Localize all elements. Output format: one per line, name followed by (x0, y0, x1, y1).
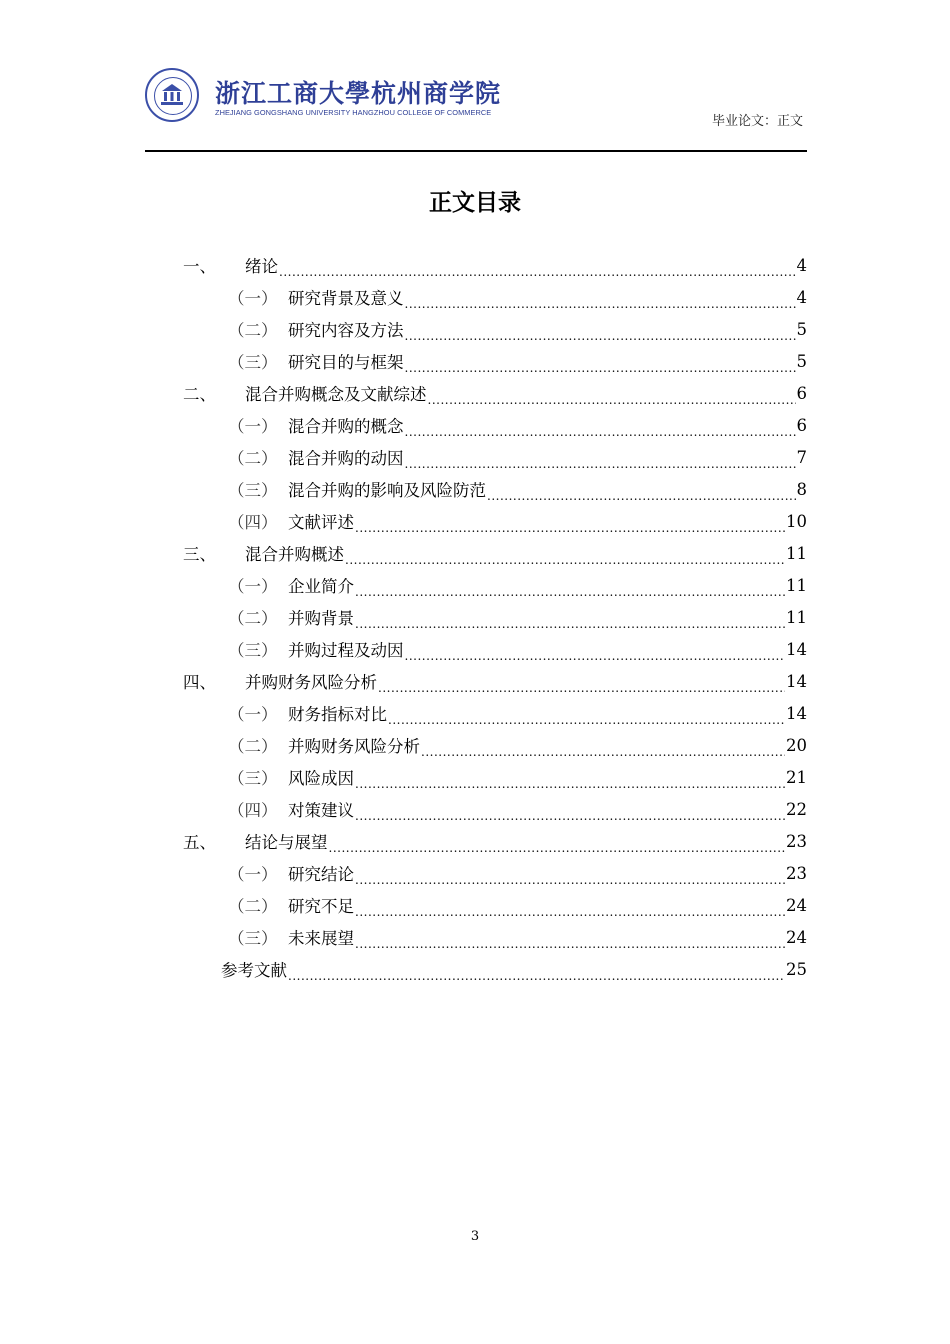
running-head: 毕业论文：正文 (711, 114, 803, 129)
toc-entry-title: 风险成因 (288, 769, 354, 788)
toc-entry-page: 4 (796, 255, 807, 275)
toc-entry[interactable] (228, 313, 807, 345)
toc-entry-page: 10 (786, 511, 807, 531)
toc-dot-leader (421, 741, 785, 760)
toc-entry-number: （三） (228, 929, 278, 948)
toc-entry[interactable] (228, 409, 807, 441)
toc-entry-number: （三） (228, 641, 278, 660)
toc-entry-page: 5 (796, 351, 807, 371)
university-logo-english: ZHEJIANG GONGSHANG UNIVERSITY HANGZHOU COLLEGE OF COMMERCE (215, 108, 492, 117)
toc-entry-title: 结论与展望 (245, 833, 328, 852)
toc-entry-number: 一、 (183, 257, 216, 276)
toc-entry[interactable] (228, 793, 807, 825)
toc-entry[interactable] (228, 601, 807, 633)
toc-entry[interactable] (228, 569, 807, 601)
toc-dot-leader (388, 709, 785, 728)
page-header (145, 66, 807, 152)
toc-entry-page: 14 (786, 703, 807, 723)
toc-entry-page: 14 (786, 671, 807, 691)
toc-entry-page: 25 (786, 959, 807, 979)
toc-dot-leader (405, 293, 796, 312)
toc-dot-leader (329, 837, 786, 856)
toc-dot-leader (405, 325, 796, 344)
toc-entry-number: （四） (228, 801, 278, 820)
toc-entry-page: 6 (796, 383, 807, 403)
toc-entry-title: 研究背景及意义 (288, 289, 404, 308)
toc-entry[interactable] (228, 633, 807, 665)
toc-entry[interactable] (183, 825, 807, 857)
toc-entry-title: 并购过程及动因 (288, 641, 404, 660)
toc-dot-leader (279, 261, 796, 280)
toc-entry[interactable] (228, 345, 807, 377)
toc-entry[interactable] (228, 473, 807, 505)
toc-entry-number: （二） (228, 449, 278, 468)
toc-entry-number: （二） (228, 609, 278, 628)
toc-entry-title: 对策建议 (288, 801, 354, 820)
toc-entry-title: 研究目的与框架 (288, 353, 404, 372)
toc-entry[interactable] (228, 761, 807, 793)
toc-dot-leader (355, 933, 785, 952)
toc-entry-title: 混合并购概念及文献综述 (245, 385, 427, 404)
toc-entry-number: （一） (228, 289, 278, 308)
toc-entry[interactable] (228, 889, 807, 921)
toc-dot-leader (355, 613, 785, 632)
toc-entry-title: 绪论 (245, 257, 278, 276)
toc-entry-title: 并购财务风险分析 (288, 737, 420, 756)
toc-entry-number: （二） (228, 321, 278, 340)
toc-entry-number: （四） (228, 513, 278, 532)
toc-entry[interactable] (221, 953, 807, 985)
toc-entry[interactable] (228, 857, 807, 889)
toc-dot-leader (355, 869, 785, 888)
toc-entry[interactable] (183, 249, 807, 281)
toc-entry[interactable] (183, 665, 807, 697)
toc-entry-title: 混合并购的概念 (288, 417, 404, 436)
toc-entry[interactable] (228, 281, 807, 313)
toc-entry-page: 14 (786, 639, 807, 659)
toc-entry-number: （一） (228, 705, 278, 724)
university-logo-text: 浙江工商大學杭州商学院 (215, 79, 502, 108)
toc-entry-title: 财务指标对比 (288, 705, 387, 724)
toc-dot-leader (487, 485, 796, 504)
toc-dot-leader (428, 389, 796, 408)
toc-entry-title: 混合并购的动因 (288, 449, 404, 468)
toc-entry-number: （二） (228, 737, 278, 756)
toc-entry-page: 24 (786, 927, 807, 947)
toc-entry-title: 混合并购概述 (245, 545, 344, 564)
toc-dot-leader (405, 645, 786, 664)
header-rule (145, 150, 807, 152)
toc-entry-title: 未来展望 (288, 929, 354, 948)
toc-entry-page: 21 (786, 767, 807, 787)
toc-dot-leader (355, 805, 785, 824)
toc-dot-leader (288, 965, 785, 984)
page-number: 3 (470, 1229, 480, 1244)
toc-entry-title: 文献评述 (288, 513, 354, 532)
toc-entry-number: 三、 (183, 545, 216, 564)
toc-dot-leader (405, 421, 796, 440)
toc-entry-title: 并购财务风险分析 (245, 673, 377, 692)
toc-entry-number: （一） (228, 417, 278, 436)
toc-entry-number: （一） (228, 577, 278, 596)
toc-dot-leader (355, 773, 785, 792)
toc-dot-leader (355, 901, 785, 920)
toc-entry[interactable] (228, 921, 807, 953)
toc-entry-page: 8 (796, 479, 807, 499)
toc-entry-number: 四、 (183, 673, 216, 692)
toc-dot-leader (405, 453, 796, 472)
toc-entry-title: 参考文献 (221, 961, 287, 980)
university-seal-icon (145, 68, 199, 122)
toc-entry-page: 6 (796, 415, 807, 435)
toc-entry[interactable] (228, 697, 807, 729)
page-title: 正文目录 (429, 190, 521, 216)
toc-dot-leader (345, 549, 785, 568)
toc-entry-number: （三） (228, 353, 278, 372)
toc-entry-page: 23 (786, 831, 807, 851)
toc-entry-title: 研究内容及方法 (288, 321, 404, 340)
toc-entry-page: 11 (786, 607, 807, 627)
toc-entry-page: 4 (796, 287, 807, 307)
toc-entry-page: 7 (796, 447, 807, 467)
toc-entry-title: 研究不足 (288, 897, 354, 916)
toc-entry-page: 20 (786, 735, 807, 755)
toc-entry-page: 24 (786, 895, 807, 915)
toc-entry-title: 研究结论 (288, 865, 354, 884)
toc-entry-title: 混合并购的影响及风险防范 (288, 481, 486, 500)
toc-entry-page: 23 (786, 863, 807, 883)
toc-entry[interactable] (228, 729, 807, 761)
toc-entry-number: （三） (228, 481, 278, 500)
toc-entry-page: 11 (786, 575, 807, 595)
toc-entry-page: 5 (796, 319, 807, 339)
toc-dot-leader (355, 581, 785, 600)
toc-entry-number: （三） (228, 769, 278, 788)
toc-entry-title: 并购背景 (288, 609, 354, 628)
toc-entry-page: 11 (786, 543, 807, 563)
toc-entry-number: 五、 (183, 833, 216, 852)
toc-entry-number: （二） (228, 897, 278, 916)
toc-dot-leader (405, 357, 796, 376)
toc-entry-number: 二、 (183, 385, 216, 404)
toc-entry-number: （一） (228, 865, 278, 884)
toc-entry[interactable] (228, 505, 807, 537)
toc-dot-leader (355, 517, 785, 536)
toc-entry[interactable] (183, 377, 807, 409)
toc-entry-title: 企业简介 (288, 577, 354, 596)
toc-entry-page: 22 (786, 799, 807, 819)
toc-entry[interactable] (183, 537, 807, 569)
toc-entry[interactable] (228, 441, 807, 473)
toc-dot-leader (378, 677, 785, 696)
